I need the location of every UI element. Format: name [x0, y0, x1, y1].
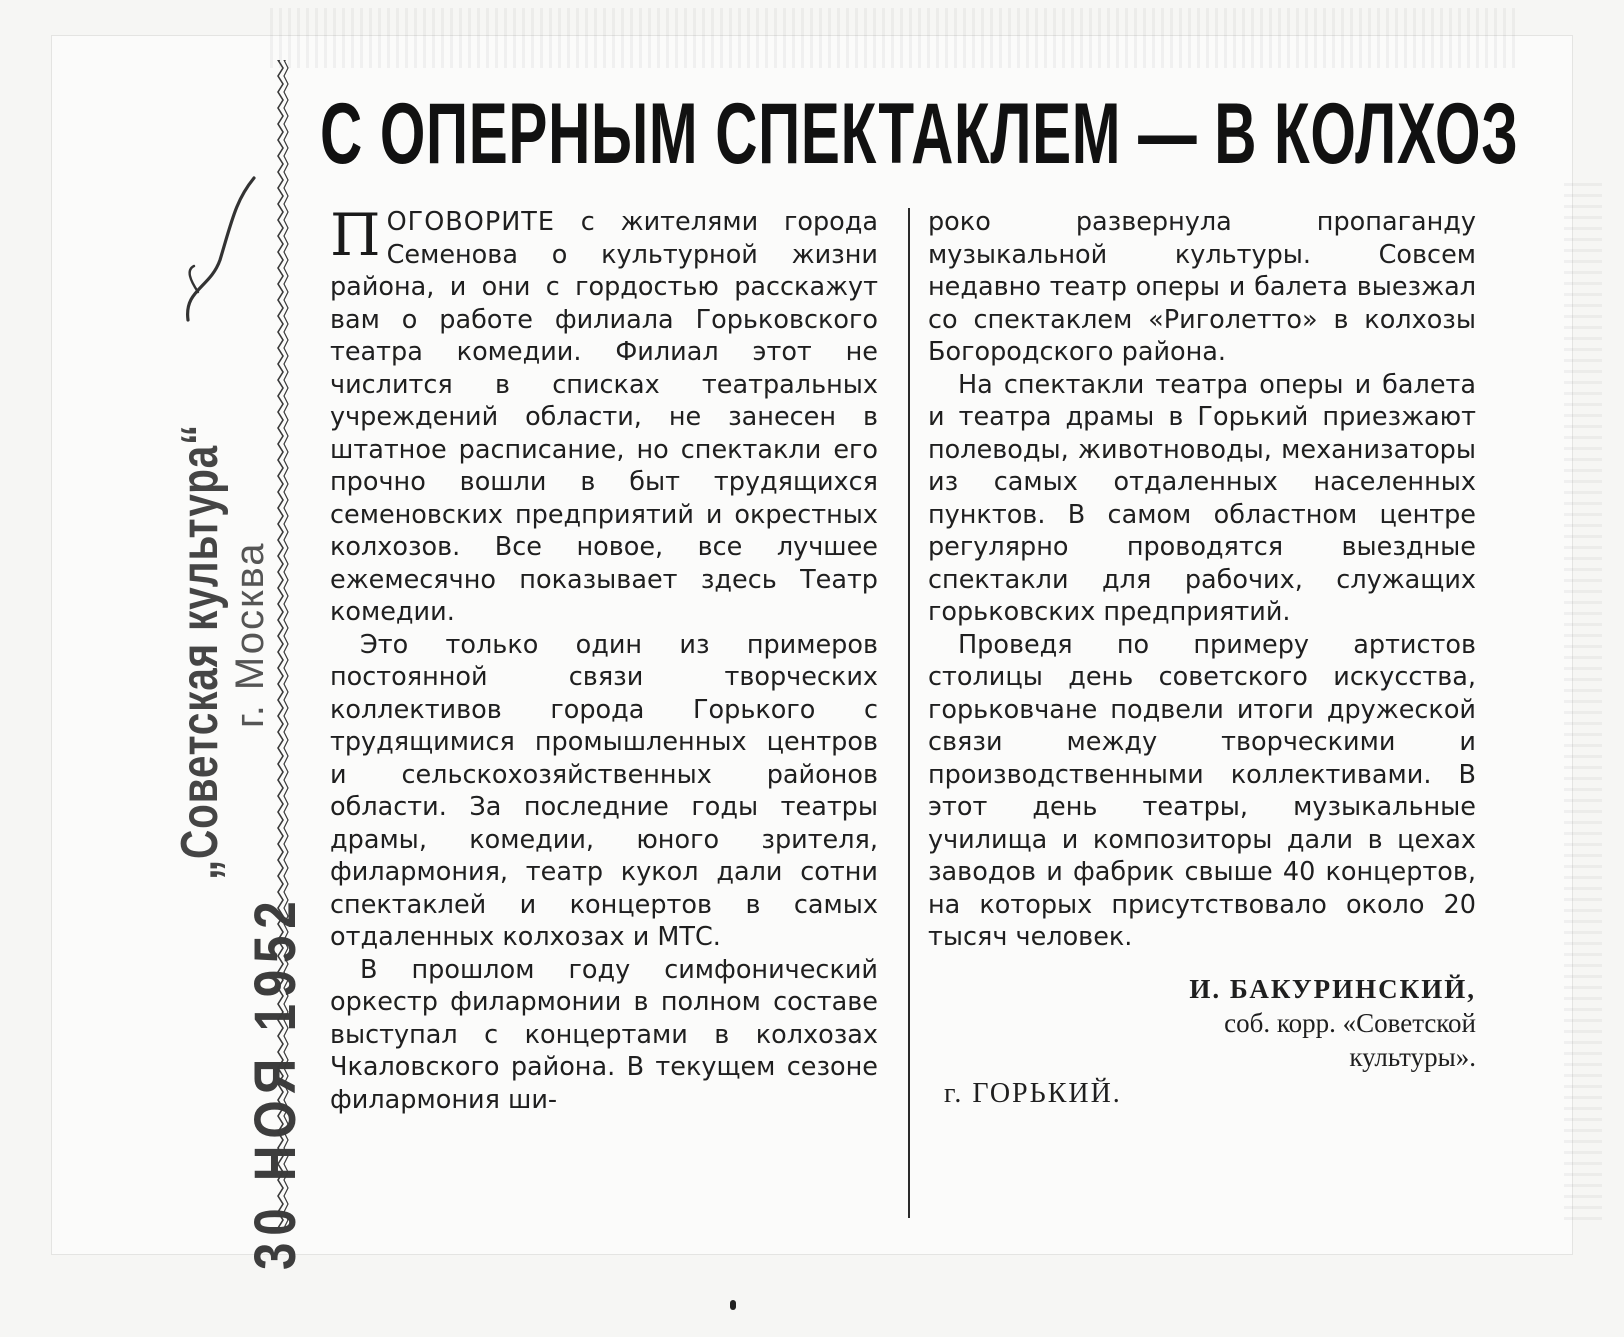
- date-stamp: 30 НОЯ 1952: [243, 894, 308, 1270]
- drop-cap: П: [330, 201, 381, 269]
- paper-speck: [730, 1300, 736, 1310]
- paragraph: На спектакли театра оперы и балета и театра драмы в Горький приезжают полеводы, животноводы, механизаторы из самых отдаленных населенных пунктов. В самом областном центре регулярно проводятся выездные спектакли для рабочих, служащих горьковских предприятий.: [928, 369, 1476, 627]
- column-divider: [908, 208, 910, 1218]
- paragraph-text: с жителями города Семенова о культурной жизни района, и они с гордостью расскажут вам о работе филиала Горьковского театра комедии. Филиал этот не числится в списках театральных учреждений области, не занесен в штатное расписание, но спектакли его прочно вошли в быт трудящихся семеновских предприятий и окрестных колхозов. Все новое, все лучшее ежемесячно показывает здесь Театр комедии.: [330, 207, 878, 627]
- lead-word: ОГОВОРИТЕ: [386, 207, 555, 237]
- archive-stamp-margin: [60, 40, 308, 1270]
- article-column-right: [928, 206, 1476, 1110]
- paragraph: В прошлом году симфонический оркестр филармонии в полном составе выступал с концертами в колхозах Чкаловского района. В текущем сезоне филармония ши-: [330, 954, 878, 1115]
- paragraph: Это только один из примеров постоянной связи творческих коллективов города Горького с трудящимися промышленных центров и сельскохозяйственных районов области. За последние годы театры драмы, комедии, юного зрителя, филармония, театр кукол дали сотни спектаклей и концертов в самых отдаленных колхозах и МТС.: [330, 629, 878, 952]
- bleed-through-text-right: [1564, 180, 1602, 1220]
- dateline-place: г. ГОРЬКИЙ.: [944, 1077, 1122, 1109]
- paragraph: роко развернула пропаганду музыкальной культуры. Совсем недавно театр оперы и балета выезжал со спектаклем «Риголетто» в колхозы Богородского района.: [928, 207, 1476, 367]
- article-column-left: [330, 201, 878, 1116]
- article: [300, 84, 1540, 1234]
- byline: [928, 972, 1476, 1074]
- article-headline: С ОПЕРНЫМ СПЕКТАКЛЕМ — В КОЛХОЗ: [320, 86, 1519, 182]
- author-name: И. БАКУРИНСКИЙ,: [1189, 973, 1476, 1004]
- bleed-through-text-top: [270, 8, 1520, 68]
- author-role-line-1: соб. корр. «Советской: [1224, 1007, 1476, 1038]
- cut-edge-border: [276, 60, 290, 1230]
- newspaper-name: „Советская культура“: [171, 423, 229, 880]
- paragraph: Проведя по примеру артистов столицы день советского искусства, горьковчане подвели итоги дружеской связи между творческими и производственными коллективами. В этот день театры, музыкальные училища и композиторы дали в цехах заводов и фабрик свыше 40 концертов, на которых присутствовало около 20 тысяч человек.: [928, 629, 1476, 952]
- paragraph: [330, 201, 878, 629]
- stamp-city: г. Москва: [228, 541, 272, 728]
- pencil-mark-icon: [180, 170, 260, 330]
- author-role-line-2: культуры».: [1349, 1041, 1476, 1072]
